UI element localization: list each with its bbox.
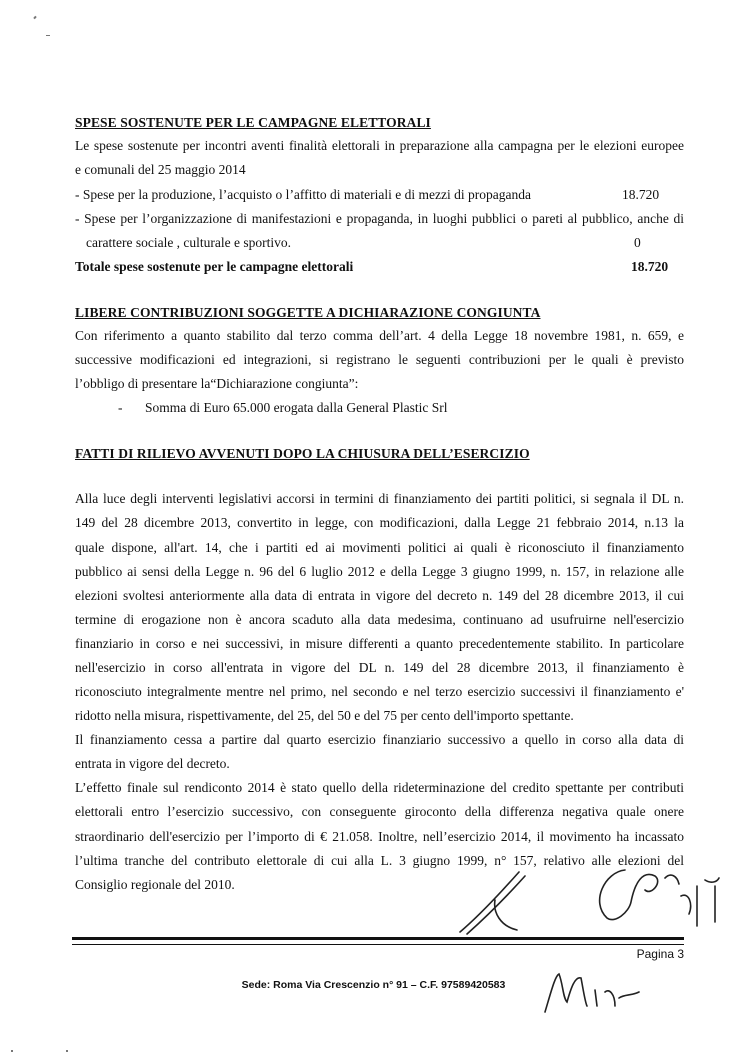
page-number: Pagina 3 <box>636 947 684 961</box>
expense-item-label: carattere sociale , culturale e sportivo. <box>86 235 292 250</box>
text-line: quale dispone, all'art. 14, che i partiti ed ai movimenti politici ai quali è riconosciuto il finanziamento <box>75 540 684 555</box>
bullet-item: Somma di Euro 65.000 erogata dalla General Plastic Srl <box>145 400 448 415</box>
text-line: Il finanziamento cessa a partire dal quarto esercizio finanziario successivo a quello in corso alla data di <box>75 732 684 747</box>
text-line: e comunali del 25 maggio 2014 <box>75 162 246 177</box>
text-line: 149 del 28 dicembre 2013, convertito in legge, con modificazioni, dalla Legge 21 febbraio 2014, n.13 la <box>75 515 684 530</box>
expense-item-value: 18.720 <box>622 187 660 202</box>
scan-speck <box>11 1050 13 1052</box>
text-line: elettorali entro l’esercizio successivo, con conseguente giroconto della differenza negativa quale onere <box>75 804 684 819</box>
text-line: l’ultima tranche del contributo elettorale di cui alla L. 3 giugno 1999, n° 157, relativo alle elezioni del <box>75 853 684 868</box>
text-line: successive modificazioni ed integrazioni, si registrano le seguenti contribuzioni per le quali è previsto <box>75 352 684 367</box>
footer-address: Sede: Roma Via Crescenzio n° 91 – C.F. 97589420583 <box>241 979 506 991</box>
scan-speck <box>33 16 36 20</box>
text-line: Alla luce degli interventi legislativi accorsi in termini di finanziamento dei partiti politici, si segnala il DL n. <box>75 491 684 506</box>
text-line: elezioni svoltesi anteriormente alla data di entrata in vigore del decreto n. 149 del 28 dicembre 2013, il cui <box>75 588 684 603</box>
text-line: entrata in vigore del decreto. <box>75 756 230 771</box>
total-label: Totale spese sostenute per le campagne elettorali <box>75 259 354 274</box>
section-title-contribuzioni: LIBERE CONTRIBUZIONI SOGGETTE A DICHIARAZIONE CONGIUNTA <box>75 305 541 320</box>
text-line: straordinario dell'esercizio per l’importo di € 21.058. Inoltre, nell’esercizio 2014, il movimento ha incassato <box>75 829 684 844</box>
handwritten-signature <box>585 862 735 942</box>
total-value: 18.720 <box>631 259 669 274</box>
text-line: l’obbligo di presentare la“Dichiarazione congiunta”: <box>75 376 359 391</box>
footer-rule <box>72 937 684 940</box>
text-line: termine di erogazione non è ancora scaduto alla data medesima, continuano ad usufruirne nell'esercizio <box>75 612 684 627</box>
text-line: Con riferimento a quanto stabilito dal terzo comma dell’art. 4 della Legge 18 novembre 1981, n. 659, e <box>75 328 684 343</box>
text-line: ridotto nella misura, rispettivamente, del 25, del 50 e del 75 per cento dell'importo spettante. <box>75 708 574 723</box>
expense-item-label: - Spese per l’organizzazione di manifestazioni e propaganda, in luoghi pubblici o pareti al pubblico, anche di <box>75 211 684 226</box>
text-line: L’effetto finale sul rendiconto 2014 è stato quello della rideterminazione del credito spettante per contributi <box>75 780 684 795</box>
handwritten-initials <box>535 962 645 1022</box>
bullet-mark: - <box>118 400 123 415</box>
expense-item-value: 0 <box>634 235 641 250</box>
text-line: finanziario in corso e nei successivi, in misure differenti a quanto precedentemente stabilito. In particolare <box>75 636 684 651</box>
text-line: riconosciuto integralmente mentre nel primo, nel secondo e nel terzo esercizio successivi il finanziamento e' <box>75 684 684 699</box>
footer-rule <box>72 944 684 945</box>
handwritten-signature <box>455 860 545 938</box>
expense-item-label: - Spese per la produzione, l’acquisto o l’affitto di materiali e di mezzi di propaganda <box>75 187 531 202</box>
section-title-campagne: SPESE SOSTENUTE PER LE CAMPAGNE ELETTORALI <box>75 115 431 130</box>
text-line: pubblico ai sensi della Legge n. 96 del 6 luglio 2012 e della Legge 3 giugno 1999, n. 157, in relazione alle <box>75 564 684 579</box>
scan-speck <box>46 35 50 36</box>
text-line: nell'esercizio in corso all'entrata in vigore del DL n. 149 del 28 dicembre 2013, il finanziamento è <box>75 660 684 675</box>
text-line: Le spese sostenute per incontri aventi finalità elettorali in preparazione alla campagna per le elezioni europee <box>75 138 684 153</box>
text-line: Consiglio regionale del 2010. <box>75 877 235 892</box>
scan-speck <box>66 1050 68 1052</box>
section-title-fatti: FATTI DI RILIEVO AVVENUTI DOPO LA CHIUSURA DELL’ESERCIZIO <box>75 446 530 461</box>
